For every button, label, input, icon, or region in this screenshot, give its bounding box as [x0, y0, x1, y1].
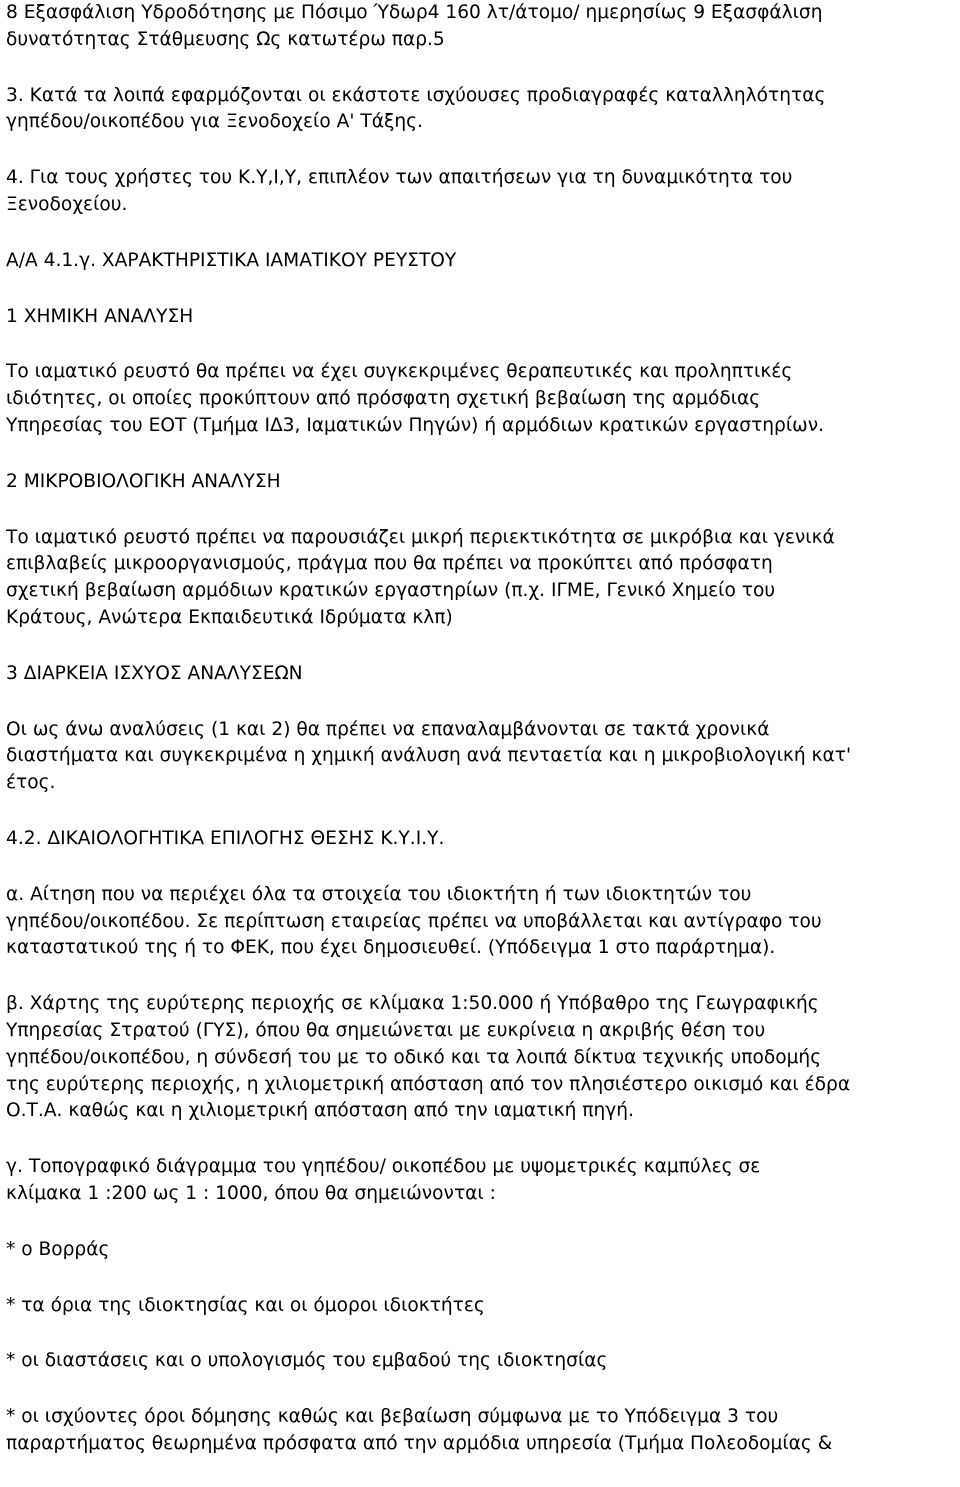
text-line: γηπέδου/οικοπέδου για Ξενοδοχείο Α' Τάξης. — [6, 111, 423, 133]
text-line: σχετική βεβαίωση αρμόδιων κρατικών εργαστηρίων (π.χ. ΙΓΜΕ, Γενικό Χημείο του — [6, 580, 776, 602]
text-line: καταστατικού της ή το ΦΕΚ, που έχει δημοσιευθεί. (Υπόδειγμα 1 στο παράρτημα). — [6, 937, 776, 959]
para-4 — [6, 165, 952, 219]
text-line: γηπέδου/οικοπέδου. Σε περίπτωση εταιρείας πρέπει να υποβάλλεται και αντίγραφο του — [6, 910, 822, 932]
text-line: γηπέδου/οικοπέδου, η σύνδεσή του με το οδικό και τα λοιπά δίκτυα τεχνικής υποδομής — [6, 1046, 822, 1068]
item-b — [6, 991, 952, 1125]
para-micro — [6, 525, 952, 632]
text-line: Υπηρεσίας Στρατού (ΓΥΣ), όπου θα σημειώνεται με ευκρίνεια η ακριβής θέση του — [6, 1019, 766, 1041]
text-line: * οι διαστάσεις και ο υπολογισμός του εμβαδού της ιδιοκτησίας — [6, 1350, 608, 1372]
text-line: 8 Εξασφάλιση Υδροδότησης με Πόσιμο Ύδωρ4 160 λτ/άτομο/ ημερησίως 9 Εξασφάλιση — [6, 2, 823, 23]
text-line: 4. Για τους χρήστες του Κ.Υ,Ι,Υ, επιπλέον των απαιτήσεων για τη δυναμικότητα του — [6, 167, 793, 189]
text-line: Οι ως άνω αναλύσεις (1 και 2) θα πρέπει να επαναλαμβάνονται σε τακτά χρονικά — [6, 718, 770, 740]
heading-duration — [6, 661, 952, 688]
para-intro — [6, 0, 952, 54]
item-a — [6, 882, 952, 962]
heading-4-1 — [6, 248, 952, 275]
bullet-boundaries — [6, 1293, 952, 1320]
text-line: γ. Τοπογραφικό διάγραμμα του γηπέδου/ οικοπέδου με υψομετρικές καμπύλες σε — [6, 1156, 761, 1178]
text-line: επιβλαβείς μικροοργανισμούς, πράγμα που θα πρέπει να προκύπτει από πρόσφατη — [6, 553, 773, 575]
heading-4-2 — [6, 826, 952, 853]
item-c — [6, 1154, 952, 1208]
text-line: 1 ΧΗΜΙΚΗ ΑΝΑΛΥΣΗ — [6, 305, 194, 327]
text-line: * οι ισχύοντες όροι δόμησης καθώς και βεβαίωση σύμφωνα με το Υπόδειγμα 3 του — [6, 1406, 779, 1428]
bullet-north — [6, 1237, 952, 1264]
text-line: δυνατότητας Στάθμευσης Ως κατωτέρω παρ.5 — [6, 28, 445, 50]
text-line: Ξενοδοχείου. — [6, 193, 128, 215]
text-line: 2 ΜΙΚΡΟΒΙΟΛΟΓΙΚΗ ΑΝΑΛΥΣΗ — [6, 470, 281, 492]
text-line: διαστήματα και συγκεκριμένα η χημική ανάλυση ανά πενταετία και η μικροβιολογική κατ' — [6, 745, 852, 767]
text-line: ιδιότητες, οι οποίες προκύπτουν από πρόσφατη σχετική βεβαίωση της αρμόδιας — [6, 388, 761, 410]
text-line: Ο.Τ.Α. καθώς και η χιλιομετρική απόσταση από την ιαματική πηγή. — [6, 1100, 634, 1122]
text-line: Υπηρεσίας του ΕΟΤ (Τμήμα ΙΔ3, Ιαματικών Πηγών) ή αρμόδιων κρατικών εργαστηρίων. — [6, 414, 825, 436]
text-line: έτος. — [6, 772, 56, 794]
text-line: 3 ΔΙΑΡΚΕΙΑ ΙΣΧΥΟΣ ΑΝΑΛΥΣΕΩΝ — [6, 662, 303, 684]
text-line: 4.2. ΔΙΚΑΙΟΛΟΓΗΤΙΚΑ ΕΠΙΛΟΓΗΣ ΘΕΣΗΣ Κ.Υ.Ι.Υ. — [6, 827, 445, 849]
text-line: της ευρύτερης περιοχής, η χιλιομετρική απόσταση από τον πλησιέστερο οικισμό και έδρα — [6, 1073, 851, 1095]
para-chemical — [6, 359, 952, 439]
text-line: Α/Α 4.1.γ. ΧΑΡΑΚΤΗΡΙΣΤΙΚΑ ΙΑΜΑΤΙΚΟΥ ΡΕΥΣΤΟΥ — [6, 249, 457, 271]
text-line: κλίμακα 1 :200 ως 1 : 1000, όπου θα σημειώνονται : — [6, 1182, 496, 1204]
text-line: Το ιαματικό ρευστό θα πρέπει να έχει συγκεκριμένες θεραπευτικές και προληπτικές — [6, 361, 793, 383]
text-line: * ο Βορράς — [6, 1238, 110, 1260]
text-line: 3. Κατά τα λοιπά εφαρμόζονται οι εκάστοτε ισχύουσες προδιαγραφές καταλληλότητας — [6, 84, 826, 106]
text-line: β. Χάρτης της ευρύτερης περιοχής σε κλίμακα 1:50.000 ή Υπόβαθρο της Γεωγραφικής — [6, 993, 819, 1015]
text-line: παραρτήματος θεωρημένα πρόσφατα από την αρμόδια υπηρεσία (Τμήμα Πολεοδομίας & — [6, 1432, 833, 1454]
para-3 — [6, 83, 952, 137]
document-page — [6, 0, 952, 1487]
heading-chemical — [6, 304, 952, 331]
para-duration — [6, 717, 952, 797]
bullet-building-terms — [6, 1404, 952, 1458]
bullet-dimensions — [6, 1348, 952, 1375]
text-line: Το ιαματικό ρευστό πρέπει να παρουσιάζει μικρή περιεκτικότητα σε μικρόβια και γενικά — [6, 526, 835, 548]
heading-micro — [6, 469, 952, 496]
text-line: Κράτους, Ανώτερα Εκπαιδευτικά Ιδρύματα κλπ) — [6, 606, 453, 628]
text-line: α. Αίτηση που να περιέχει όλα τα στοιχεία του ιδιοκτήτη ή των ιδιοκτητών του — [6, 883, 752, 905]
text-line: * τα όρια της ιδιοκτησίας και οι όμοροι ιδιοκτήτες — [6, 1294, 485, 1316]
